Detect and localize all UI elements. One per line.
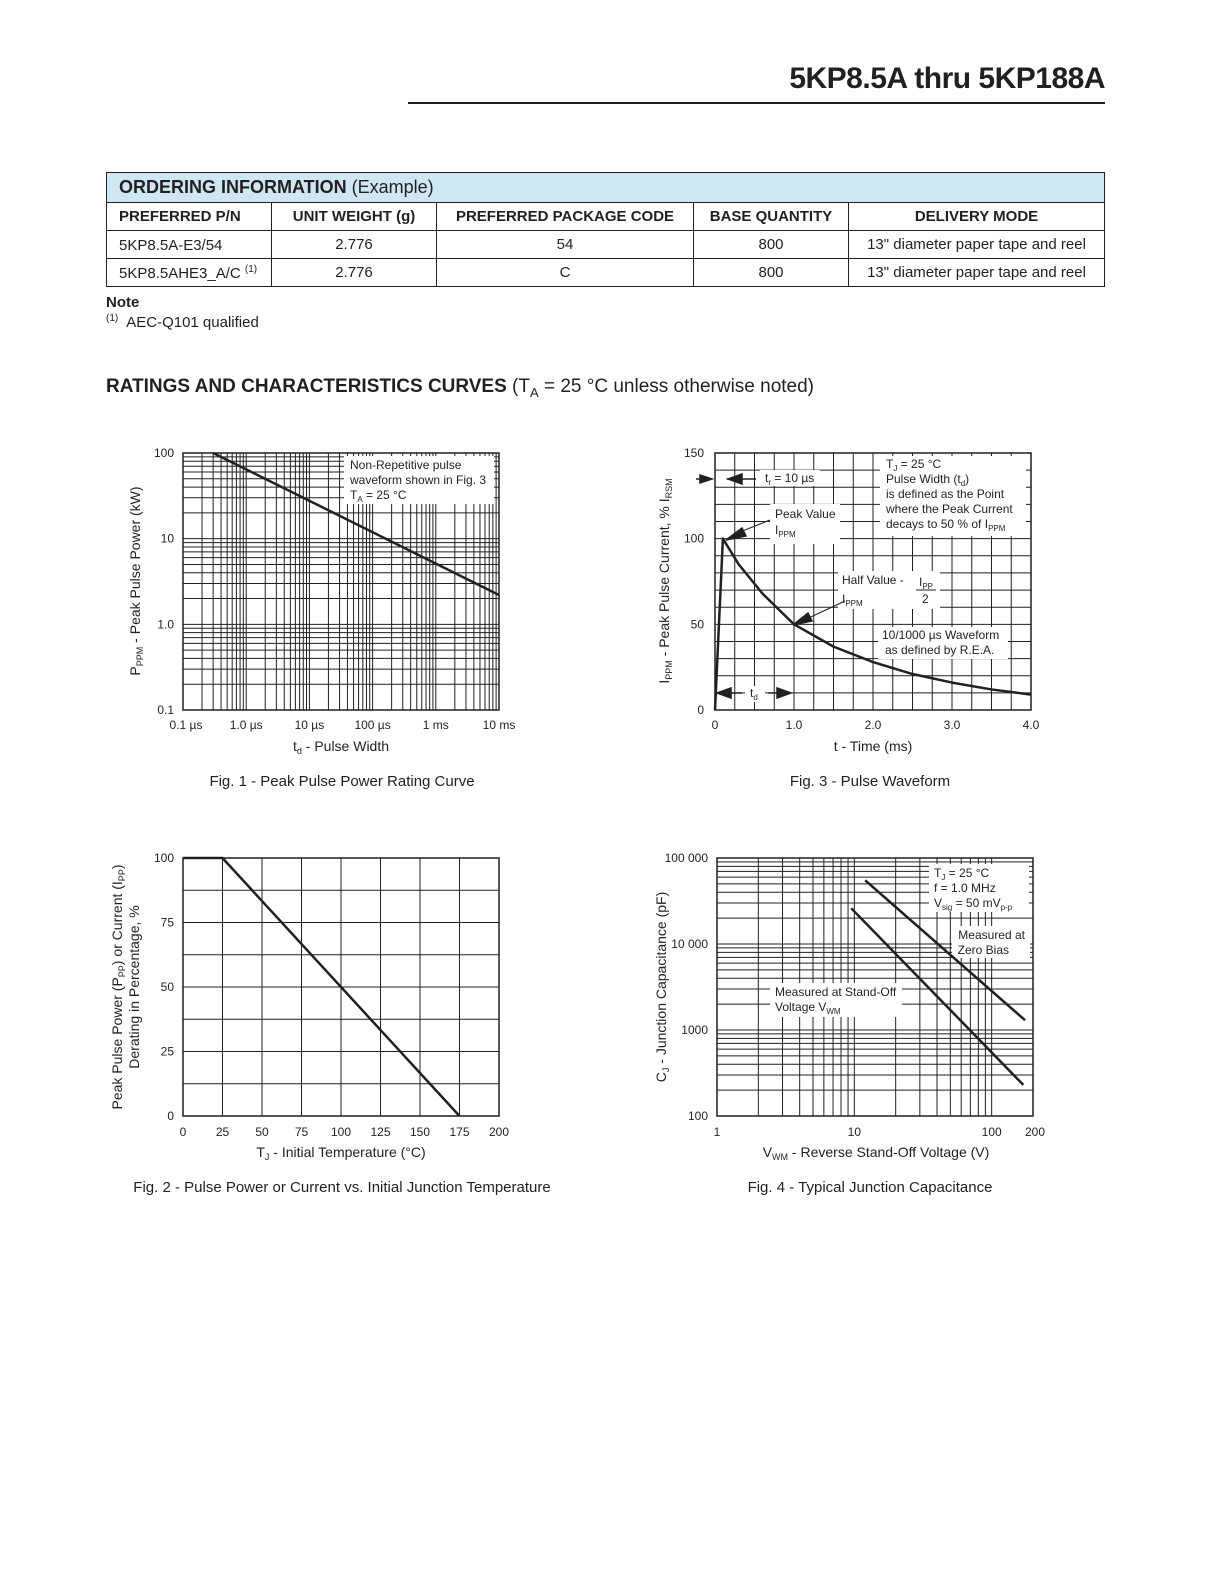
fig3-x-axis-label: t - Time (ms) xyxy=(833,738,913,754)
fig1-x-axis-label: $t_d$ - Pulse Width xyxy=(292,738,390,756)
cell-weight: 2.776 xyxy=(272,259,437,287)
fig2-x-tick: 150 xyxy=(409,1125,431,1139)
fig1-x-tick: 1 ms xyxy=(422,718,449,732)
fig2-x-tick: 0 xyxy=(179,1125,187,1139)
col-header-mode: DELIVERY MODE xyxy=(849,203,1105,231)
fig4-x-axis-label: $V_{WM}$ - Reverse Stand-Off Voltage (V) xyxy=(762,1144,990,1162)
cell-qty: 800 xyxy=(694,259,849,287)
fig2-x-tick-labels xyxy=(180,1125,510,1139)
fig3-half-value-label: Half Value - xyxy=(842,573,904,587)
fig4-vsig-label: $V_{sig} = 50$ $mV_{p-p}$ xyxy=(934,896,1013,912)
fig2-y-tick: 75 xyxy=(160,915,174,930)
fig2-y-axis-label-line2: Derating in Percentage, % xyxy=(126,905,142,1069)
fig1-y-axis-label: $P_{PPM}$ - Peak Pulse Power (kW) xyxy=(127,486,145,676)
fig3-x-tick: 4.0 xyxy=(1022,718,1040,732)
fig1-caption: Fig. 1 - Peak Pulse Power Rating Curve xyxy=(209,773,475,790)
fig4-x-tick: 200 xyxy=(1024,1125,1046,1139)
fig2-x-tick: 100 xyxy=(330,1125,352,1139)
fig1-x-tick: 10 ms xyxy=(482,718,516,732)
fig3-y-tick: 0 xyxy=(697,703,704,717)
fig2-x-tick: 175 xyxy=(449,1125,470,1139)
cell-qty: 800 xyxy=(694,231,849,259)
section-title-bold: RATINGS AND CHARACTERISTICS CURVES xyxy=(106,376,507,397)
fig1-y-tick: 0.1 xyxy=(157,703,174,717)
document-title: 5KP8.5A thru 5KP188A xyxy=(789,62,1105,95)
fig4-y-tick-labels xyxy=(665,851,709,1123)
fig4-tj-label: $T_J = 25$ °C xyxy=(934,866,990,882)
fig3-x-tick: 2.0 xyxy=(864,718,882,732)
section-title-sub: A xyxy=(530,384,539,400)
fig1-annotation-line3: $T_A = 25$ °C xyxy=(350,488,407,504)
fig3-def-line3: decays to 50 % of $I_{PPM}$ xyxy=(886,517,1006,533)
fig3-pw-label: Pulse Width $(t_d)$ xyxy=(886,472,970,488)
fig3-ippm-label: $I_{PPM}$ xyxy=(775,523,796,539)
fig1-annotation-line1: Non-Repetitive pulse xyxy=(350,458,462,472)
fig1-y-tick-labels xyxy=(154,446,174,717)
fig2-y-tick-labels xyxy=(154,851,174,1123)
fig4-x-tick: 1 xyxy=(713,1125,721,1139)
fig3-x-tick: 1.0 xyxy=(785,718,803,732)
note-title: Note xyxy=(106,294,140,311)
fig2-x-tick: 50 xyxy=(255,1125,269,1139)
fig1-y-tick: 100 xyxy=(153,446,174,460)
cell-mode: 13" diameter paper tape and reel xyxy=(849,259,1105,287)
fig3-waveform-line1: 10/1000 µs Waveform xyxy=(882,628,1000,642)
table-caption-rest: (Example) xyxy=(346,177,434,197)
fig2-y-tick: 25 xyxy=(160,1044,174,1059)
col-header-qty: BASE QUANTITY xyxy=(694,203,849,231)
fig2-x-axis-label: $T_J$ - Initial Temperature (°C) xyxy=(256,1144,426,1162)
fig3-tr-label: $t_r = 10$ µs xyxy=(765,471,815,487)
fig4-y-axis-label: $C_J$ - Junction Capacitance (pF) xyxy=(653,891,671,1083)
fig1-x-tick: 100 µs xyxy=(354,718,391,732)
note-marker: (1) xyxy=(106,313,119,324)
fig1-y-tick: 1.0 xyxy=(157,617,174,632)
fig4-y-tick: 100 xyxy=(687,1109,708,1123)
fig4-y-tick: 1000 xyxy=(681,1023,708,1037)
col-header-code: PREFERRED PACKAGE CODE xyxy=(437,203,694,231)
fig2-caption: Fig. 2 - Pulse Power or Current vs. Initial Junction Temperature xyxy=(133,1179,551,1196)
note-body: AEC-Q101 qualified xyxy=(126,314,259,331)
fig4-standoff-line2: Voltage $V_{WM}$ xyxy=(775,1000,841,1016)
fig3-y-tick: 150 xyxy=(683,446,704,460)
cell-code: 54 xyxy=(437,231,694,259)
fig3-two-label: 2 xyxy=(922,592,929,606)
fig2-x-tick: 75 xyxy=(294,1125,309,1139)
fig3-td-label: $t_d$ xyxy=(750,686,758,702)
fig4-x-tick-labels xyxy=(714,1125,1046,1139)
fig4-caption: Fig. 4 - Typical Junction Capacitance xyxy=(747,1179,993,1196)
fig3-def-line2: where the Peak Current xyxy=(886,502,1013,516)
cell-pn-text: 5KP8.5AHE3_A/C xyxy=(119,264,245,282)
fig3-x-tick: 3.0 xyxy=(943,718,961,732)
fig3-y-tick: 50 xyxy=(690,617,704,632)
fig2-x-tick: 125 xyxy=(370,1125,391,1139)
section-title-post: = 25 °C unless otherwise noted) xyxy=(538,376,815,397)
fig3-half-ippm-label: $I_{PPM}$ xyxy=(842,592,863,608)
fig1-x-tick-labels xyxy=(170,718,516,732)
fig3-def-line1: is defined as the Point xyxy=(886,487,1005,501)
fig4-y-tick: 100 000 xyxy=(664,851,708,865)
cell-mode: 13" diameter paper tape and reel xyxy=(849,231,1105,259)
fig3-tj-label: $T_J = 25$ °C xyxy=(886,457,942,473)
fig3-x-tick-labels xyxy=(712,718,1040,732)
fig1-x-tick: 0.1 µs xyxy=(169,718,203,732)
fig4-standoff-line1: Measured at Stand-Off xyxy=(775,985,897,999)
fig3-y-axis-label: $I_{PPM}$ - Peak Pulse Current, % $I_{RSM}$ xyxy=(656,478,674,684)
fig2-x-tick: 25 xyxy=(215,1125,230,1139)
fig3-y-tick-labels xyxy=(684,446,704,717)
fig3-peak-label: Peak Value xyxy=(775,507,836,521)
table-caption-bold: ORDERING INFORMATION xyxy=(119,177,347,197)
fig4-zero-bias-line2: Zero Bias xyxy=(957,943,1009,957)
col-header-weight: UNIT WEIGHT (g) xyxy=(272,203,437,231)
fig1-y-tick: 10 xyxy=(160,531,174,546)
fig3-waveform-line2: as defined by R.E.A. xyxy=(885,643,995,657)
fig4-x-tick: 100 xyxy=(981,1125,1002,1139)
fig1-x-tick: 10 µs xyxy=(294,718,325,732)
section-title-pre: (T xyxy=(506,376,530,397)
cell-code: C xyxy=(437,259,694,287)
fig2-y-tick: 0 xyxy=(167,1109,174,1123)
fig1-x-tick: 1.0 µs xyxy=(229,718,263,732)
fig3-caption: Fig. 3 - Pulse Waveform xyxy=(789,773,951,790)
fig2-x-tick: 200 xyxy=(488,1125,510,1139)
cell-pn-sup: (1) xyxy=(244,263,258,275)
fig4-x-tick: 10 xyxy=(847,1125,862,1139)
fig4-y-tick: 10 000 xyxy=(671,937,708,951)
fig3-y-tick: 100 xyxy=(683,531,704,546)
fig1-annotation-line2: waveform shown in Fig. 3 xyxy=(350,473,487,487)
fig2-y-tick: 100 xyxy=(153,851,174,865)
col-header-pn: PREFERRED P/N xyxy=(107,203,272,231)
fig2-y-axis-label-line1: Peak Pulse Power $(P_{PP})$ or Current $(I_{PP})$ xyxy=(109,864,127,1110)
cell-pn-text: 5KP8.5A-E3/54 xyxy=(119,236,223,254)
fig4-zero-bias-line1: Measured at xyxy=(958,928,1025,942)
fig3-ipp-label: $I_{PP}$ xyxy=(919,575,934,591)
cell-weight: 2.776 xyxy=(272,231,437,259)
fig3-x-tick: 0 xyxy=(711,718,719,732)
fig4-freq-label: f = 1.0 MHz xyxy=(934,881,996,895)
fig2-y-tick: 50 xyxy=(160,980,174,994)
